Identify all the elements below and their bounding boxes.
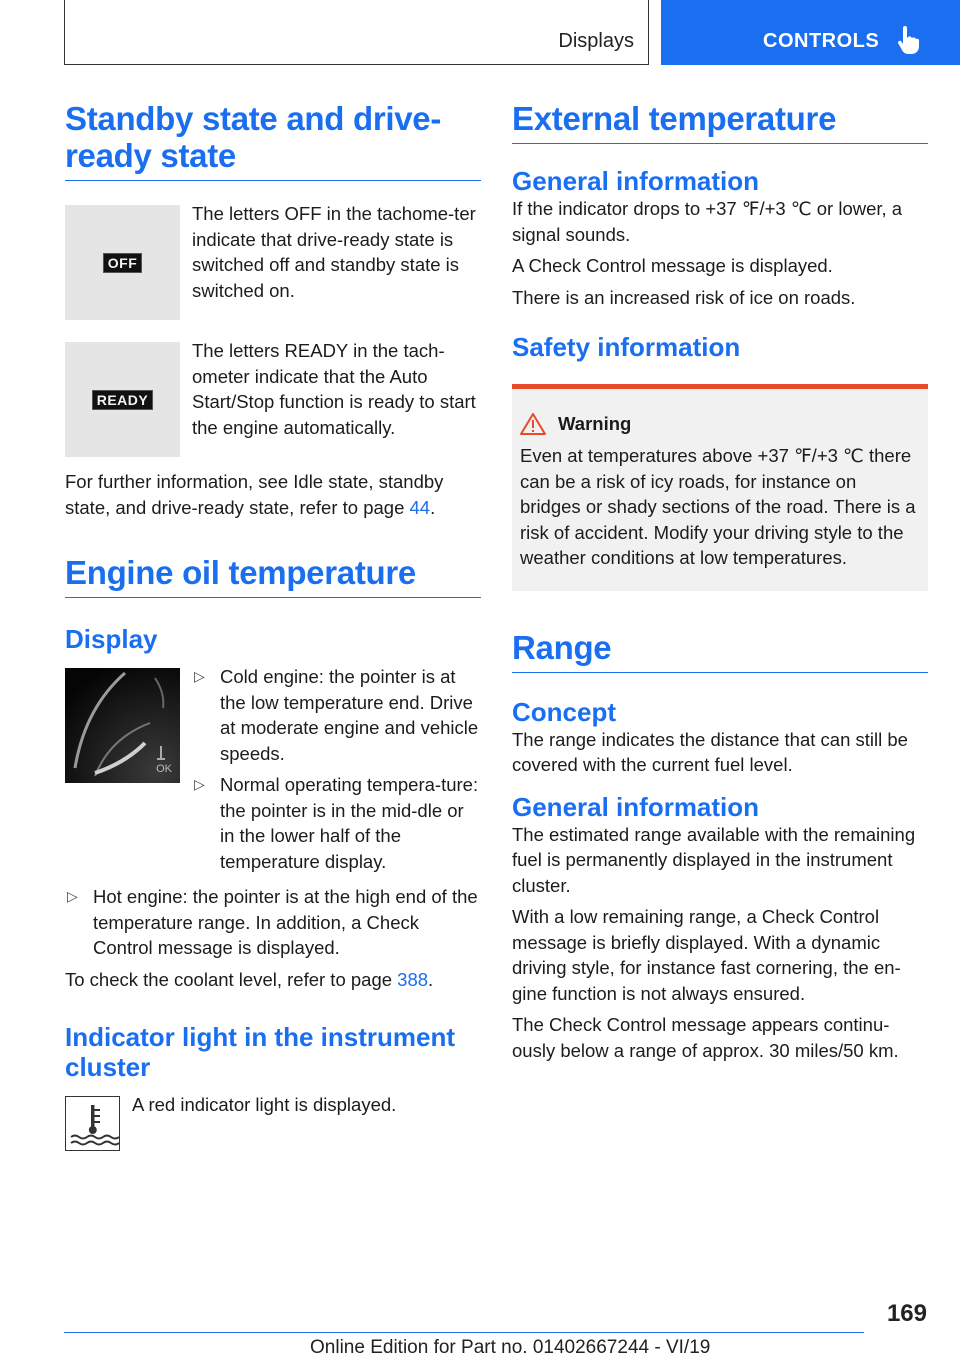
range-general-subtitle: General information xyxy=(512,791,760,822)
list-item xyxy=(65,884,481,961)
ready-badge: READY xyxy=(92,390,154,410)
bullet-cold-text: Cold engine: the pointer is at the low temperature end. Drive at moderate engine and vehicle speeds. xyxy=(220,666,479,764)
hand-pointer-icon xyxy=(897,26,921,54)
gauge-ok-label: OK xyxy=(156,763,172,775)
off-text: The letters OFF in the tachome-ter indicate that drive-ready state is switched off and standby state is switched on. xyxy=(192,203,476,301)
page-link-44[interactable]: 44 xyxy=(409,496,431,518)
ready-display-image xyxy=(65,342,180,457)
bullet-normal-text: Normal operating tempera-ture: the pointer is in the mid-dle or in the lower half of the temperature display. xyxy=(220,774,479,872)
footer-divider xyxy=(64,1332,864,1333)
ready-text: The letters READY in the tach-ometer indicate that the Auto Start/Stop function is ready to start the engine automatically. xyxy=(192,340,476,438)
coolant-text xyxy=(65,967,481,993)
triangle-bullet-icon: ▷ xyxy=(194,776,205,792)
header-section-label: Displays xyxy=(558,30,634,52)
further-info-text xyxy=(65,469,481,520)
warning-text: Even at temperatures above +37 ℉/+3 ℃ there can be a risk of icy roads, for instance on bridges or shady sections of the road. There is a risk of accident. Modify your driving style to the weather conditions at low temperatures. xyxy=(520,445,916,568)
coolant-end: . xyxy=(428,968,434,990)
header-chapter-tab xyxy=(661,0,960,65)
gauge-bullets-bottom xyxy=(65,884,481,961)
off-badge: OFF xyxy=(103,253,143,273)
external-general-p1: If the indicator drops to +37 ℉/+3 ℃ or lower, a signal sounds. xyxy=(512,198,903,245)
concept-text: The range indicates the distance that can still be covered with the current fuel level. xyxy=(512,728,908,775)
external-general-p2: A Check Control message is displayed. xyxy=(512,255,833,276)
indicator-subtitle: Indicator light in the instrument cluster xyxy=(65,1022,455,1082)
temperature-gauge-image xyxy=(65,668,180,783)
warning-label: Warning xyxy=(558,413,632,434)
list-item xyxy=(192,772,481,874)
header-chapter-label: CONTROLS xyxy=(763,30,880,52)
left-column xyxy=(65,100,481,1151)
header-section-tab xyxy=(64,0,649,65)
bullet-hot-text: Hot engine: the pointer is at the high end of the temperature range. In addition, a Check Control message is displayed. xyxy=(93,886,478,958)
warning-header xyxy=(520,413,920,435)
range-title: Range xyxy=(512,629,928,673)
range-p3: The Check Control message appears continu-ously below a range of approx. 30 miles/50 km. xyxy=(512,1014,899,1061)
display-subtitle: Display xyxy=(65,624,158,654)
triangle-bullet-icon: ▷ xyxy=(67,888,78,904)
further-info-end: . xyxy=(430,496,436,518)
warning-triangle-icon xyxy=(520,413,546,435)
triangle-bullet-icon: ▷ xyxy=(194,668,205,684)
right-column xyxy=(512,100,928,1063)
indicator-row xyxy=(65,1096,481,1151)
off-display-image xyxy=(65,205,180,320)
external-general-p3: There is an increased risk of ice on roads. xyxy=(512,286,856,308)
range-p1: The estimated range available with the remaining fuel is permanently displayed in the instrument cluster. xyxy=(512,823,916,896)
standby-title: Standby state and drive-ready state xyxy=(65,100,481,181)
external-general-subtitle: General information xyxy=(512,166,760,196)
page-link-388[interactable]: 388 xyxy=(397,968,429,990)
coolant-temperature-icon xyxy=(65,1096,120,1151)
page-number: 169 xyxy=(886,1300,927,1327)
range-p2: With a low remaining range, a Check Control message is briefly displayed. With a dynamic driving style, for instance fast cornering, the en-gine function is not always ensured. xyxy=(512,906,901,1004)
warning-box xyxy=(512,384,928,591)
engine-oil-title: Engine oil temperature xyxy=(65,554,481,598)
gauge-row xyxy=(65,668,481,880)
further-info-label: For further information, see Idle state, standby state, and drive-ready state, refer to page xyxy=(65,471,444,518)
off-row xyxy=(65,205,481,320)
external-temperature-title: External temperature xyxy=(512,100,928,144)
ready-row xyxy=(65,342,481,457)
concept-subtitle: Concept xyxy=(512,696,616,727)
footer-edition: Online Edition for Part no. 01402667244 - VI/19 xyxy=(310,1337,711,1358)
indicator-text: A red indicator light is displayed. xyxy=(132,1094,397,1115)
coolant-label: To check the coolant level, refer to page xyxy=(65,968,398,990)
gauge-bullets-top xyxy=(192,664,481,880)
safety-subtitle: Safety information xyxy=(512,332,741,362)
list-item xyxy=(192,664,481,766)
